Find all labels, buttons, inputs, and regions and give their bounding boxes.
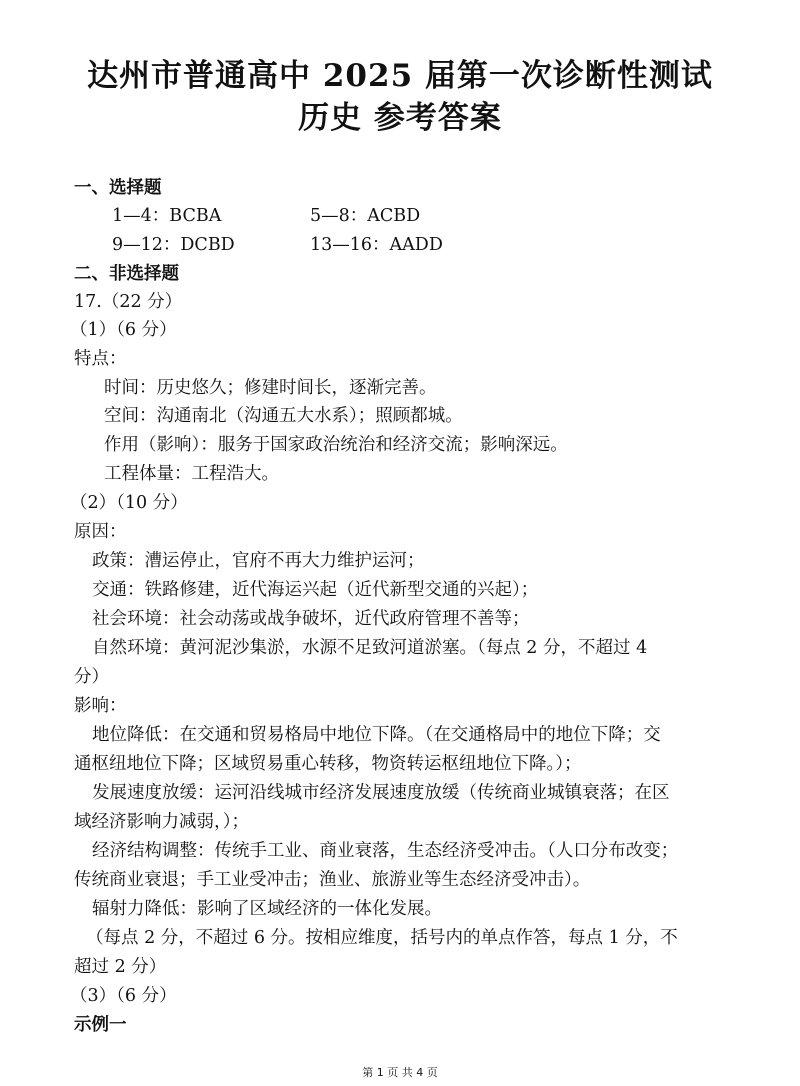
answer-line: 通枢纽地位下降；区域贸易重心转移，物资转运枢纽地位下降。）； xyxy=(74,754,582,774)
sub-label: 影响： xyxy=(74,696,127,716)
document-subtitle: 历史 参考答案 xyxy=(298,100,502,136)
section-heading-nonchoice: 二、非选择题 xyxy=(74,264,179,284)
answer-line: 地位降低：在交通和贸易格局中地位下降。（在交通格局中的地位下降；交 xyxy=(92,725,661,745)
part-label: （3）（6 分） xyxy=(70,986,177,1006)
question-number: 17.（22 分） xyxy=(74,292,183,312)
part-label: （1）（6 分） xyxy=(70,320,177,340)
answer-line: 空间：沟通南北（沟通五大水系）；照顾都城。 xyxy=(104,406,463,426)
answer-line: （每点 2 分，不超过 6 分。按相应维度，括号内的单点作答，每点 1 分，不 xyxy=(86,928,678,948)
example-heading: 示例一 xyxy=(74,1015,127,1035)
document-title: 达州市普通高中 2025 届第一次诊断性测试 xyxy=(87,58,713,94)
answer-line: 经济结构调整：传统手工业、商业衰落，生态经济受冲击。（人口分布改变； xyxy=(92,841,679,861)
answer-line: 超过 2 分） xyxy=(74,957,167,977)
answer-range: 5—8：ACBD xyxy=(310,206,421,226)
answer-line: 作用（影响）：服务于国家政治统治和经济交流；影响深远。 xyxy=(104,435,568,455)
answer-line: 分） xyxy=(74,667,109,687)
answer-line: 辐射力降低：影响了区域经济的一体化发展。 xyxy=(92,899,442,919)
page-footer: 第 1 页 共 4 页 xyxy=(362,1066,438,1079)
answer-line: 社会环境：社会动荡或战争破坏，近代政府管理不善等； xyxy=(92,609,530,629)
section-heading-choice: 一、选择题 xyxy=(74,178,162,198)
answer-range: 9—12：DCBD xyxy=(112,235,235,255)
answer-line: 传统商业衰退；手工业受冲击；渔业、旅游业等生态经济受冲击）。 xyxy=(74,870,591,890)
answer-line: 域经济影响力减弱，）； xyxy=(74,812,249,832)
answer-range: 1—4：BCBA xyxy=(112,206,222,226)
answer-range: 13—16：AADD xyxy=(310,235,443,255)
answer-line: 工程体量：工程浩大。 xyxy=(104,464,279,484)
sub-label: 原因： xyxy=(74,522,127,542)
answer-line: 发展速度放缓：运河沿线城市经济发展速度放缓（传统商业城镇衰落；在区 xyxy=(92,783,670,803)
answer-line: 政策：漕运停止，官府不再大力维护运河； xyxy=(92,551,425,571)
answer-line: 时间：历史悠久；修建时间长，逐渐完善。 xyxy=(104,378,437,398)
answer-line: 自然环境：黄河泥沙集淤，水源不足致河道淤塞。（每点 2 分，不超过 4 xyxy=(92,638,648,658)
answer-line: 交通：铁路修建，近代海运兴起（近代新型交通的兴起）； xyxy=(92,580,539,600)
sub-label: 特点： xyxy=(74,349,127,369)
part-label: （2）（10 分） xyxy=(70,493,188,513)
